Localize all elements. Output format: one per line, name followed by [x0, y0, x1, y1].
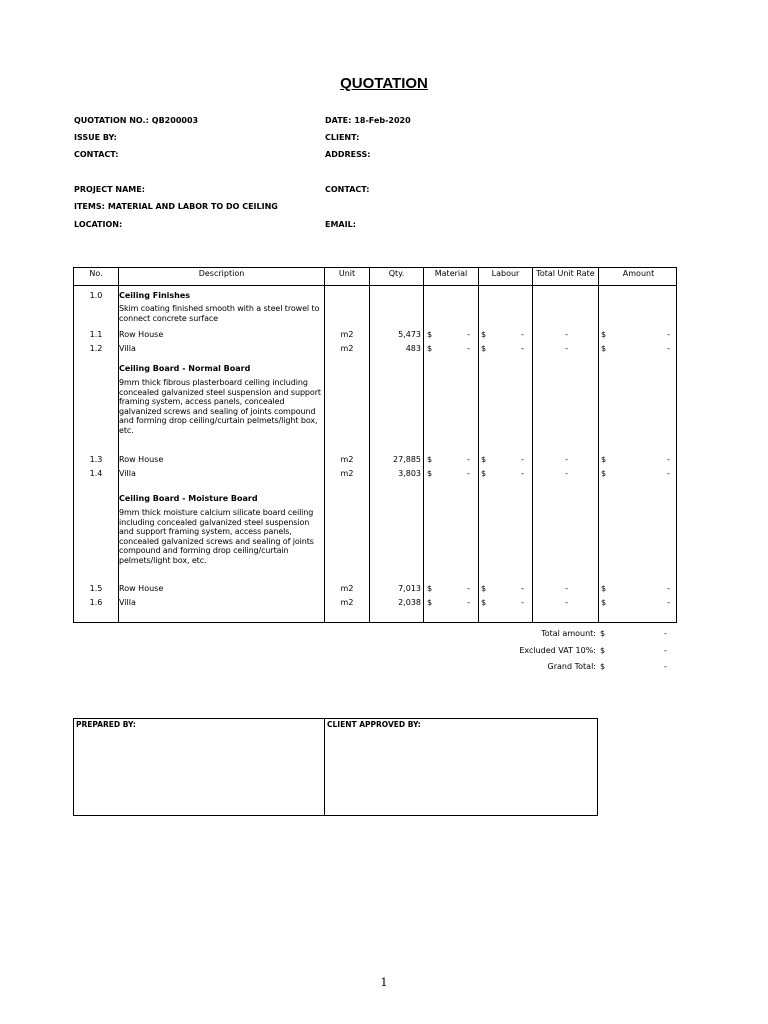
column-divider — [598, 268, 599, 622]
material-value: - — [467, 455, 470, 464]
email-label: EMAIL: — [325, 220, 356, 229]
row-unit: m2 — [340, 598, 354, 607]
row-qty: 483 — [405, 344, 421, 353]
section-description: Skim coating finished smooth with a steel trowel to connect concrete surface — [119, 304, 320, 323]
total-unit-rate-value: - — [565, 330, 568, 339]
header-row-divider — [74, 285, 676, 286]
contact-label: CONTACT: — [74, 150, 119, 159]
prepared-by-label: PREPARED BY: — [76, 720, 136, 729]
material-value: - — [467, 330, 470, 339]
labour-value: - — [521, 344, 524, 353]
date-label: DATE: — [325, 116, 352, 125]
amount-currency: $ — [601, 330, 607, 339]
quotation-table — [73, 267, 677, 623]
amount-value: - — [667, 344, 670, 353]
column-header-amount: Amount — [622, 269, 655, 278]
row-unit: m2 — [340, 469, 354, 478]
amount-value: - — [667, 455, 670, 464]
material-currency: $ — [427, 330, 433, 339]
project-name-label: PROJECT NAME: — [74, 185, 145, 194]
row-description: Villa — [119, 469, 136, 478]
material-currency: $ — [427, 455, 433, 464]
row-number: 1.5 — [89, 584, 103, 593]
approval-box — [73, 718, 598, 816]
row-number: 1.3 — [89, 455, 103, 464]
client-label: CLIENT: — [325, 133, 360, 142]
row-description: Villa — [119, 344, 136, 353]
date-field — [325, 116, 411, 125]
material-currency: $ — [427, 584, 433, 593]
material-value: - — [467, 584, 470, 593]
material-value: - — [467, 344, 470, 353]
amount-value: - — [667, 469, 670, 478]
amount-currency: $ — [601, 598, 607, 607]
total-unit-rate-value: - — [565, 469, 568, 478]
amount-value: - — [667, 584, 670, 593]
column-header-description: Description — [198, 269, 245, 278]
section-description: 9mm thick fibrous plasterboard ceiling including concealed galvanized steel suspension and support framing system, access panels, concealed galvanized screws and sealing of joints compound and forming drop ceiling/curtain pelmets/light box, etc. — [119, 378, 321, 435]
column-header-qty: Qty. — [388, 269, 405, 278]
row-description: Row House — [119, 455, 164, 464]
total-unit-rate-value: - — [565, 584, 568, 593]
row-number: 1.2 — [89, 344, 103, 353]
row-description: Row House — [119, 330, 164, 339]
contact2-label: CONTACT: — [325, 185, 370, 194]
client-approved-label: CLIENT APPROVED BY: — [327, 720, 421, 729]
column-header-total-unit-rate: Total Unit Rate — [536, 269, 595, 278]
labour-value: - — [521, 455, 524, 464]
labour-currency: $ — [481, 330, 487, 339]
row-qty: 2,038 — [398, 598, 421, 607]
excluded-vat-label: Excluded VAT 10%: — [519, 646, 596, 655]
items-label: ITEMS: — [74, 202, 105, 211]
section-heading: Ceiling Finishes — [119, 291, 191, 300]
row-qty: 3,803 — [398, 469, 421, 478]
row-unit: m2 — [340, 584, 354, 593]
amount-currency: $ — [601, 469, 607, 478]
column-header-labour: Labour — [491, 269, 520, 278]
address-label: ADDRESS: — [325, 150, 371, 159]
quotation-no-field — [74, 116, 198, 125]
row-description: Row House — [119, 584, 164, 593]
material-currency: $ — [427, 598, 433, 607]
total-unit-rate-value: - — [565, 344, 568, 353]
material-value: - — [467, 469, 470, 478]
location-label: LOCATION: — [74, 220, 123, 229]
total-unit-rate-value: - — [565, 455, 568, 464]
excluded-vat-value: - — [664, 646, 667, 655]
quotation-no-value: QB200003 — [151, 116, 199, 125]
approval-divider — [324, 719, 325, 815]
column-divider — [324, 268, 325, 622]
date-value: 18-Feb-2020 — [354, 116, 411, 125]
total-unit-rate-value: - — [565, 598, 568, 607]
row-number: 1.1 — [89, 330, 103, 339]
labour-currency: $ — [481, 469, 487, 478]
items-value: MATERIAL AND LABOR TO DO CEILING — [107, 202, 278, 211]
column-header-no: No. — [89, 269, 103, 278]
labour-currency: $ — [481, 598, 487, 607]
labour-value: - — [521, 469, 524, 478]
labour-currency: $ — [481, 455, 487, 464]
labour-value: - — [521, 330, 524, 339]
column-header-material: Material — [434, 269, 468, 278]
row-unit: m2 — [340, 455, 354, 464]
labour-currency: $ — [481, 344, 487, 353]
total-amount-label: Total amount: — [541, 629, 596, 638]
grand-total-value: - — [664, 662, 667, 671]
column-divider — [369, 268, 370, 622]
material-value: - — [467, 598, 470, 607]
column-header-unit: Unit — [338, 269, 356, 278]
amount-currency: $ — [601, 344, 607, 353]
grand-total-label: Grand Total: — [547, 662, 596, 671]
column-divider — [423, 268, 424, 622]
total-amount-currency: $ — [600, 629, 606, 638]
row-description: Villa — [119, 598, 136, 607]
column-divider — [532, 268, 533, 622]
grand-total-currency: $ — [600, 662, 606, 671]
issue-by-label: ISSUE BY: — [74, 133, 117, 142]
material-currency: $ — [427, 469, 433, 478]
row-qty: 27,885 — [393, 455, 421, 464]
row-qty: 7,013 — [398, 584, 421, 593]
quotation-no-label: QUOTATION NO.: — [74, 116, 149, 125]
section-description: 9mm thick moisture calcium silicate board ceiling including concealed galvanized steel suspension and support framing system, access panels, concealed galvanized screws and sealing of joints compound and forming drop ceiling/curtain pelmets/light box, etc. — [119, 508, 314, 565]
amount-value: - — [667, 330, 670, 339]
section-number: 1.0 — [89, 291, 103, 300]
row-qty: 5,473 — [398, 330, 421, 339]
row-unit: m2 — [340, 330, 354, 339]
amount-value: - — [667, 598, 670, 607]
row-number: 1.4 — [89, 469, 103, 478]
labour-currency: $ — [481, 584, 487, 593]
row-unit: m2 — [340, 344, 354, 353]
labour-value: - — [521, 598, 524, 607]
column-divider — [478, 268, 479, 622]
section-heading: Ceiling Board - Normal Board — [119, 364, 251, 373]
total-amount-value: - — [664, 629, 667, 638]
row-number: 1.6 — [89, 598, 103, 607]
page-number: 1 — [380, 976, 388, 989]
amount-currency: $ — [601, 584, 607, 593]
material-currency: $ — [427, 344, 433, 353]
document-title: QUOTATION — [340, 75, 428, 92]
amount-currency: $ — [601, 455, 607, 464]
section-heading: Ceiling Board - Moisture Board — [119, 494, 258, 503]
labour-value: - — [521, 584, 524, 593]
items-field — [74, 202, 278, 211]
excluded-vat-currency: $ — [600, 646, 606, 655]
